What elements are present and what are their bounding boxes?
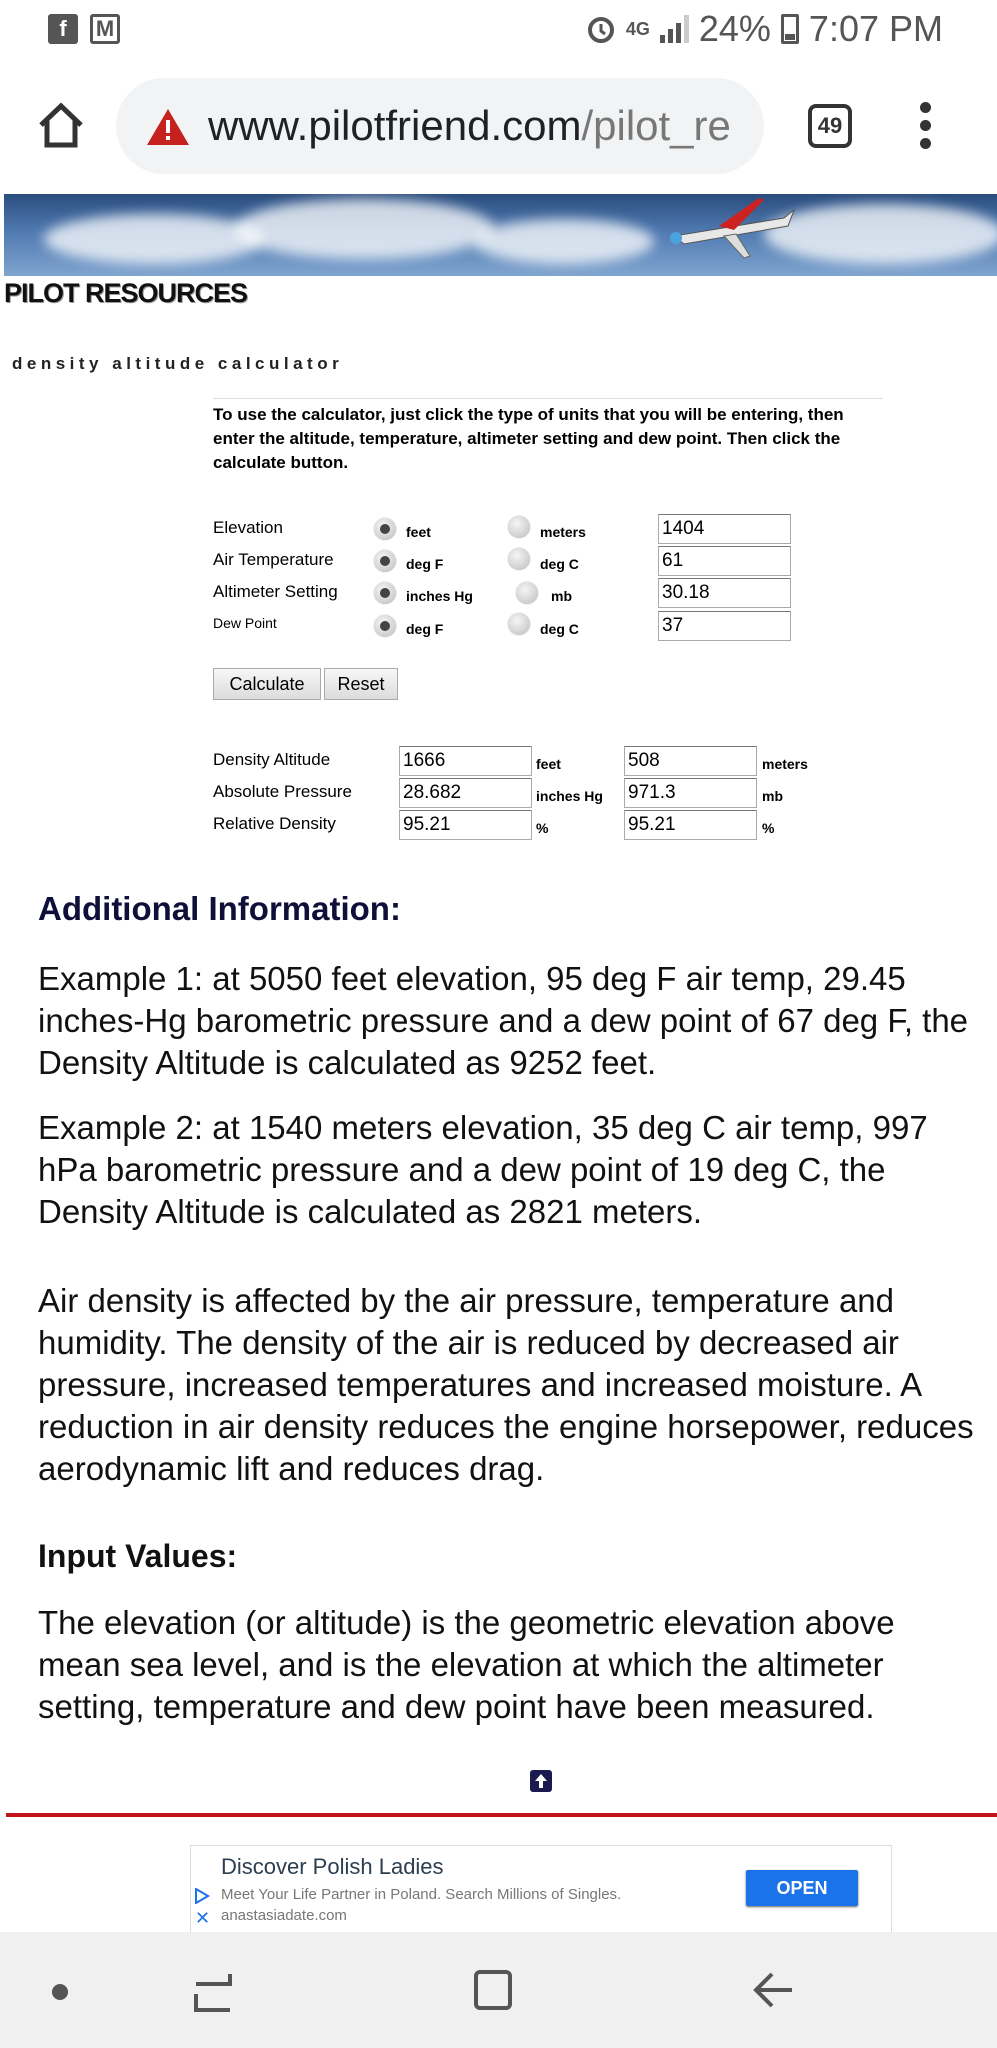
input-values-line: The elevation (or altitude) is the geometric elevation above	[38, 1604, 895, 1641]
deg-f-unit: deg F	[406, 556, 444, 572]
absolute-pressure-unit-b: mb	[762, 788, 783, 804]
url-host: www.pilotfriend.com	[208, 102, 582, 149]
altimeter-setting-label: Altimeter Setting	[213, 582, 338, 601]
example-1-line: Density Altitude is calculated as 9252 feet.	[38, 1044, 657, 1081]
absolute-pressure-label: Absolute Pressure	[213, 782, 352, 801]
reset-button[interactable]: Reset	[324, 668, 398, 700]
ad-domain: anastasiadate.com	[221, 1907, 347, 1924]
example-2-line: Density Altitude is calculated as 2821 meters.	[38, 1193, 703, 1230]
relative-density-unit-b: %	[762, 820, 775, 836]
mb-unit: mb	[551, 588, 572, 604]
recent-apps-icon[interactable]	[192, 1970, 234, 2014]
back-to-top-icon[interactable]	[530, 1770, 552, 1792]
result-row-absolute-pressure	[0, 778, 997, 808]
air-density-line: reduction in air density reduces the engine horsepower, reduces	[38, 1408, 974, 1445]
input-values-line: mean sea level, and is the elevation at which the altimeter	[38, 1646, 884, 1683]
ad-banner[interactable]	[190, 1845, 892, 1933]
ad-title[interactable]: Discover Polish Ladies	[221, 1854, 444, 1879]
example-2-line: Example 2: at 1540 meters elevation, 35 deg C air temp, 997	[38, 1109, 928, 1146]
divider	[6, 1813, 997, 1817]
example-1-line: inches-Hg barometric pressure and a dew point of 67 deg F, the	[38, 1002, 969, 1039]
calculate-button[interactable]: Calculate	[213, 668, 321, 700]
dew-deg-c-radio[interactable]	[508, 613, 530, 635]
density-altitude-unit-b: meters	[762, 756, 808, 772]
example-1-text	[38, 958, 997, 1084]
ad-subtitle: Meet Your Life Partner in Poland. Search Millions of Singles.	[221, 1886, 622, 1903]
url-text[interactable]	[208, 102, 731, 150]
absolute-pressure-mb-output[interactable]	[624, 778, 757, 808]
additional-info-heading: Additional Information:	[38, 890, 401, 927]
meters-radio[interactable]	[508, 516, 530, 538]
dew-deg-f-unit: deg F	[406, 621, 444, 637]
result-row-density-altitude	[0, 746, 997, 776]
system-nav-bar	[0, 1932, 997, 2048]
feet-radio[interactable]	[374, 518, 396, 540]
example-2-text	[38, 1107, 997, 1233]
alarm-icon	[586, 14, 616, 44]
air-density-line: humidity. The density of the air is reduced by decreased air	[38, 1324, 899, 1361]
address-bar[interactable]	[116, 78, 764, 174]
relative-density-output-a[interactable]	[399, 810, 532, 840]
elevation-label: Elevation	[213, 518, 283, 537]
more-menu-icon[interactable]	[920, 102, 932, 156]
airplane-image	[664, 196, 804, 266]
battery-icon	[781, 14, 799, 44]
air-density-line: pressure, increased temperatures and increased moisture. A	[38, 1366, 923, 1403]
deg-f-radio[interactable]	[374, 550, 396, 572]
input-values-line: setting, temperature and dew point have been measured.	[38, 1688, 875, 1725]
input-values-heading: Input Values:	[38, 1538, 238, 1574]
home-icon[interactable]	[36, 100, 86, 150]
feet-unit: feet	[406, 524, 431, 540]
browser-toolbar	[0, 60, 997, 190]
tab-switcher-button[interactable]: 49	[808, 104, 852, 148]
mb-radio[interactable]	[516, 582, 538, 604]
input-row-altimeter-setting	[0, 578, 997, 608]
ad-open-button[interactable]: OPEN	[746, 1870, 858, 1906]
network-type: 4G	[625, 19, 650, 39]
gmail-icon: M	[90, 14, 120, 44]
relative-density-output-b[interactable]	[624, 810, 757, 840]
input-row-dew-point	[0, 611, 997, 641]
density-altitude-feet-output[interactable]	[399, 746, 532, 776]
density-altitude-unit-a: feet	[536, 756, 561, 772]
battery-percent: 24%	[698, 8, 771, 49]
back-icon[interactable]	[752, 1968, 796, 2012]
density-altitude-label: Density Altitude	[213, 750, 331, 769]
dew-deg-f-radio[interactable]	[374, 615, 396, 637]
input-row-air-temperature	[0, 546, 997, 576]
nav-dot-icon[interactable]	[52, 1984, 68, 2000]
section-title: PILOT RESOURCES	[4, 278, 248, 308]
dew-point-label: Dew Point	[213, 615, 277, 631]
air-density-line: Air density is affected by the air pressure, temperature and	[38, 1282, 895, 1319]
absolute-pressure-unit-a: inches Hg	[536, 788, 603, 804]
meters-unit: meters	[540, 524, 586, 540]
air-density-line: aerodynamic lift and reduces drag.	[38, 1450, 545, 1487]
air-temperature-label: Air Temperature	[213, 550, 334, 569]
relative-density-unit-a: %	[536, 820, 549, 836]
inches-hg-radio[interactable]	[374, 582, 396, 604]
altimeter-setting-input[interactable]	[658, 578, 791, 608]
signal-icon	[660, 15, 689, 43]
adchoices-icon[interactable]	[194, 1888, 210, 1904]
result-row-relative-density	[0, 810, 997, 840]
example-2-line: hPa barometric pressure and a dew point of 19 deg C, the	[38, 1151, 886, 1188]
instructions: To use the calculator, just click the type of units that you will be entering, then enter the altitude, temperature, altimeter setting and dew point. Then click the calculate button.	[213, 398, 883, 475]
elevation-input[interactable]	[658, 514, 791, 544]
air-temperature-input[interactable]	[658, 546, 791, 576]
clock: 7:07 PM	[808, 8, 943, 49]
warning-icon[interactable]	[146, 108, 190, 146]
home-button-icon[interactable]	[472, 1968, 514, 2012]
density-altitude-meters-output[interactable]	[624, 746, 757, 776]
deg-c-radio[interactable]	[508, 548, 530, 570]
absolute-pressure-inhg-output[interactable]	[399, 778, 532, 808]
input-values-text	[38, 1602, 997, 1728]
close-ad-icon[interactable]: ✕	[195, 1908, 211, 1928]
status-bar	[0, 0, 997, 60]
dew-point-input[interactable]	[658, 611, 791, 641]
deg-c-unit: deg C	[540, 556, 579, 572]
example-1-line: Example 1: at 5050 feet elevation, 95 deg F air temp, 29.45	[38, 960, 906, 997]
relative-density-label: Relative Density	[213, 814, 336, 833]
input-row-elevation	[0, 514, 997, 544]
url-path: /pilot_re	[581, 102, 731, 149]
site-banner	[4, 194, 997, 276]
inches-hg-unit: inches Hg	[406, 588, 473, 604]
facebook-icon: f	[48, 14, 78, 44]
page-title: density altitude calculator	[12, 354, 344, 373]
dew-deg-c-unit: deg C	[540, 621, 579, 637]
air-density-text	[38, 1280, 997, 1490]
